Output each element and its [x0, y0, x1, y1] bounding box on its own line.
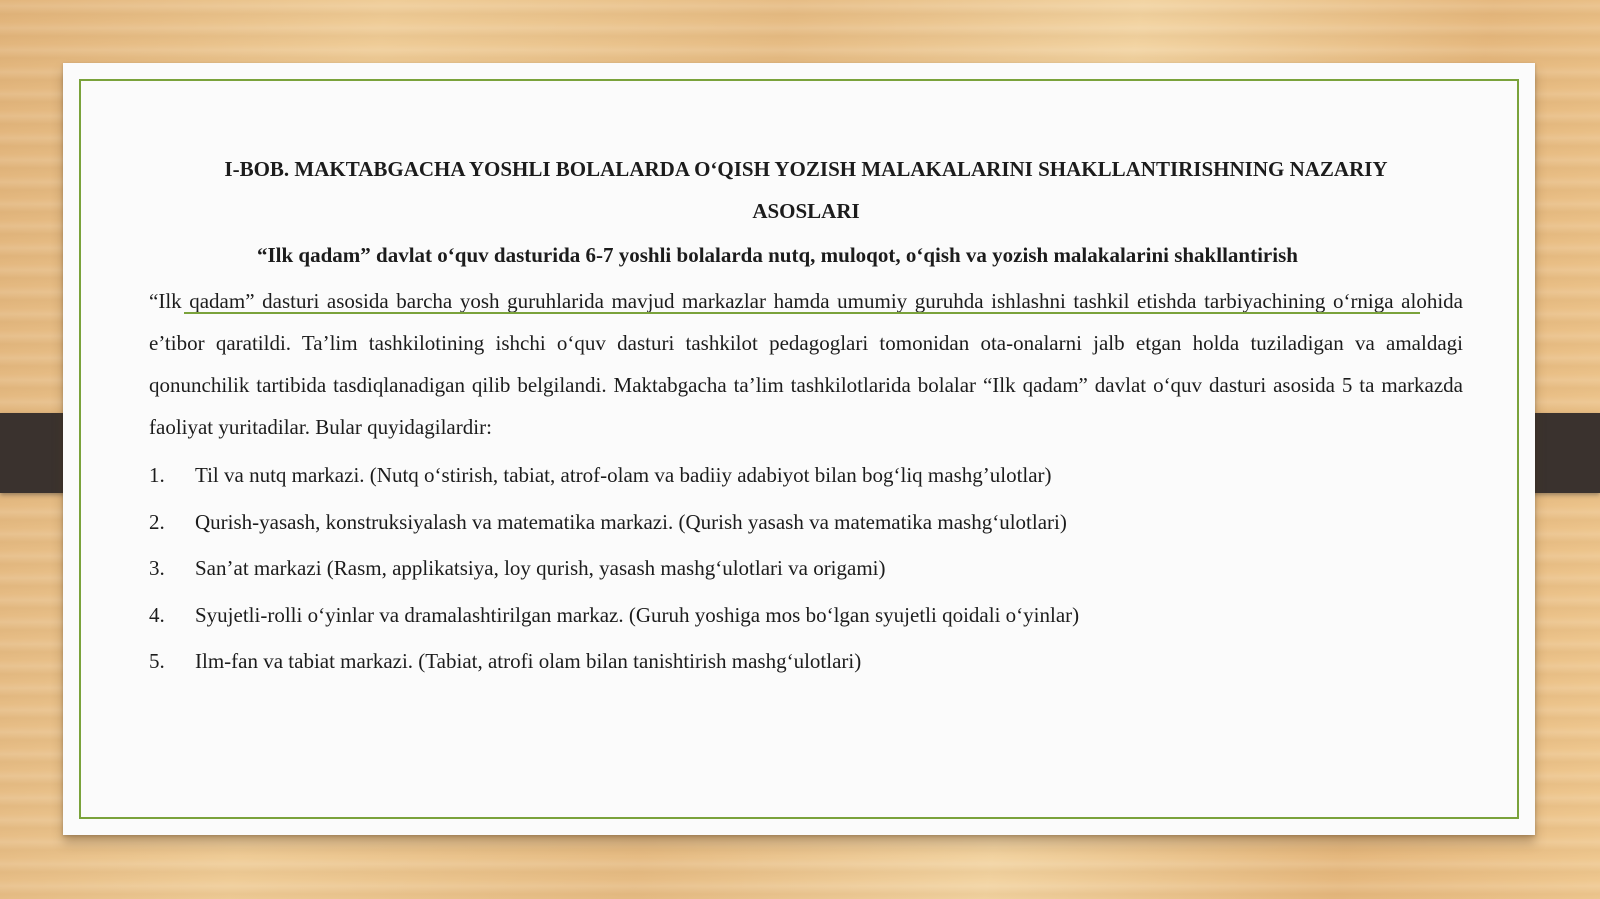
list-item [149, 638, 1463, 685]
body-paragraph-wrapper [149, 280, 1463, 448]
list-item-text: Ilm-fan va tabiat markazi. (Tabiat, atrofi olam bilan tanishtirish mashg‘ulotlari) [195, 649, 862, 673]
list-item-number: 3. [149, 556, 165, 580]
list-item [149, 499, 1463, 546]
chapter-title [149, 148, 1463, 232]
chapter-title-line1: I-BOB. MAKTABGACHA YOSHLI BOLALARDA O‘QISH YOZISH MALAKALARINI SHAKLLANTIRISHNING NAZARIY [224, 157, 1388, 181]
list-item-number: 2. [149, 509, 165, 534]
list-item-text: San’at markazi (Rasm, applikatsiya, loy qurish, yasash mashg‘ulotlari va origami) [195, 556, 886, 580]
list-item-text: Qurish-yasash, konstruksiyalash va matematika markazi. (Qurish yasash va matematika mashg‘ulotlari) [195, 509, 1067, 534]
list-item-number: 1. [149, 463, 165, 487]
list-item-number: 5. [149, 649, 165, 673]
list-item [149, 545, 1463, 592]
list-item-number: 4. [149, 602, 165, 627]
body-paragraph: “Ilk qadam” dasturi asosida barcha yosh guruhlarida mavjud markazlar hamda umumiy guruhda ishlashni tashkil etishda tarbiyachining o‘rniga alohida e’tibor qaratildi. Ta’lim tashkilotining ishchi o‘quv dasturi tashkilot pedagoglari tomonidan ota-onalarni jalb etgan holda tuziladigan va amaldagi qonunchilik tartibida tasdiqlanadigan qilib belgilandi. Maktabgacha ta’lim tashkilotlarida bolalar “Ilk qadam” davlat o‘quv dasturi asosida 5 ta markazda faoliyat yuritadilar. Bular quyidagilardir: [149, 289, 1463, 439]
slide-card [63, 63, 1535, 835]
centers-list [149, 452, 1463, 685]
list-item [149, 452, 1463, 499]
chapter-title-line2: ASOSLARI [752, 199, 860, 223]
list-item-text: Syujetli-rolli o‘yinlar va dramalashtirilgan markaz. (Guruh yoshiga mos bo‘lgan syujetli qoidali o‘yinlar) [195, 602, 1080, 627]
section-subtitle: “Ilk qadam” davlat o‘quv dasturida 6-7 yoshli bolalarda nutq, muloqot, o‘qish va yozish malakalarini shakllantirish [257, 243, 1298, 267]
list-item [149, 592, 1463, 639]
slide-content [149, 148, 1463, 685]
list-item-text: Til va nutq markazi. (Nutq o‘stirish, tabiat, atrof-olam va badiiy adabiyot bilan bog‘liq mashg’ulotlar) [195, 463, 1052, 487]
highlight-underline [184, 312, 1420, 314]
